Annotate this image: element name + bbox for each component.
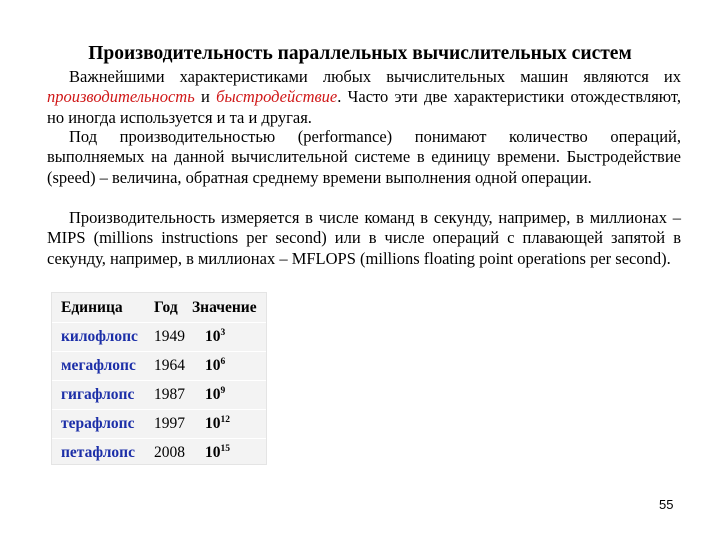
unit-value	[190, 323, 266, 352]
header-unit: Единица	[61, 298, 123, 316]
header-value: Значение	[191, 298, 257, 316]
page-number: 55	[659, 497, 674, 512]
unit-value	[190, 410, 266, 439]
unit-year: 1949	[150, 323, 190, 352]
header-year: Год	[154, 298, 178, 316]
unit-name: петафлопс	[52, 439, 150, 468]
paragraph-text: . Часто эти две характеристики отождествляют, но иногда используется и та и другая.	[47, 87, 681, 127]
paragraph-characteristics	[47, 67, 681, 128]
term-performance: производительность	[47, 87, 195, 107]
table-row	[52, 381, 266, 410]
unit-name: терафлопс	[52, 410, 150, 439]
units-table-container	[51, 292, 267, 465]
table-row	[52, 439, 266, 468]
value-exponent: 3	[220, 327, 226, 338]
unit-year: 1997	[150, 410, 190, 439]
value-base: 10	[204, 415, 221, 432]
unit-year: 1964	[150, 352, 190, 381]
value-exponent: 12	[220, 414, 230, 425]
value-base: 10	[204, 357, 221, 374]
table-row	[52, 352, 266, 381]
value-base: 10	[204, 386, 221, 403]
unit-value	[190, 352, 266, 381]
units-table	[52, 293, 266, 467]
paragraph-text: Важнейшими характеристиками любых вычислительных машин являются их	[69, 67, 681, 86]
unit-name: мегафлопс	[52, 352, 150, 381]
value-exponent: 15	[220, 443, 230, 454]
unit-name: гигафлопс	[52, 381, 150, 410]
term-speed: быстродействие	[216, 87, 338, 107]
table-row	[52, 410, 266, 439]
unit-name: килофлопс	[52, 323, 150, 352]
unit-value	[190, 439, 266, 468]
paragraph-definitions: Под производительностью (performance) понимают количество операций, выполняемых на данной вычислительной системе в единицу времени. Быстродействие (speed) – величина, обратная среднему времени выполнения одной операции.	[47, 127, 681, 187]
value-base: 10	[204, 328, 221, 345]
unit-year: 1987	[150, 381, 190, 410]
paragraph-text: и	[194, 87, 217, 107]
table-header-row	[52, 293, 266, 323]
value-base: 10	[204, 444, 221, 461]
table-row	[52, 323, 266, 352]
unit-value	[190, 381, 266, 410]
value-exponent: 6	[220, 356, 226, 367]
value-exponent: 9	[220, 385, 226, 396]
slide-title: Производительность параллельных вычислительных систем	[88, 43, 632, 64]
paragraph-measurement: Производительность измеряется в числе команд в секунду, например, в миллионах – MIPS (millions instructions per second) или в числе операций с плавающей запятой в секунду, например, в миллионах – MFLOPS (millions floating point operations per second).	[47, 208, 681, 268]
unit-year: 2008	[150, 439, 190, 468]
